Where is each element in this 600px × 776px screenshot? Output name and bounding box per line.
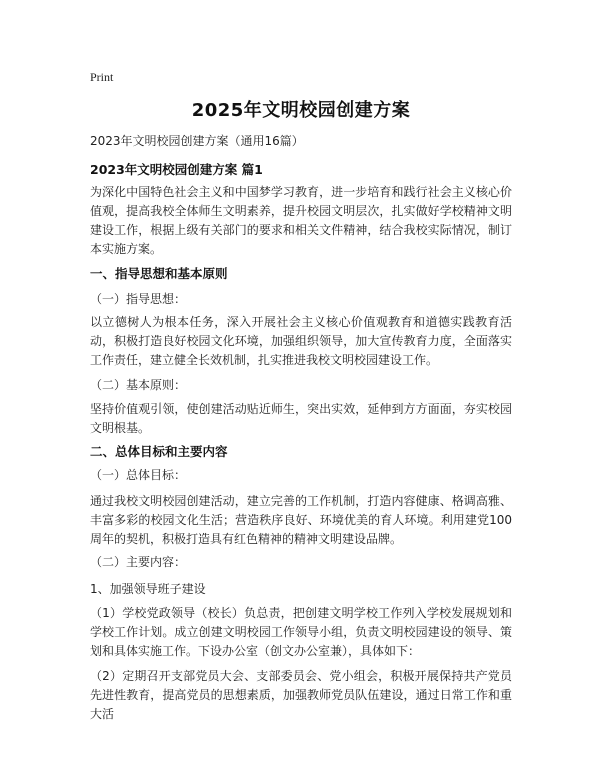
print-label[interactable]: Print — [90, 70, 114, 84]
intro-paragraph: 为深化中国特色社会主义和中国梦学习教育，进一步培育和践行社会主义核心价值观，提高我校全体师生文明素养，提升校园文明层次，扎实做好学校精神文明建设工作，根据上级有关部门的要求和相关文件精神，结合我校实际情况，制订本实施方案。 — [90, 185, 512, 256]
subheading-overall-goal: （一）总体目标： — [90, 468, 187, 482]
document-subtitle: 2023年文明校园创建方案（通用16篇） — [90, 134, 304, 148]
paragraph-basic-principles: 坚持价值观引领，使创建活动贴近师生，突出实效，延伸到方方面面，夯实校园文明根基。 — [90, 402, 512, 435]
list-item-leadership: 1、加强领导班子建设 — [90, 582, 206, 596]
page-title: 2025年文明校园创建方案 — [191, 100, 411, 121]
paragraph-guiding-thought: 以立德树人为根本任务，深入开展社会主义核心价值观教育和道德实践教育活动，积极打造良好校园文化环境，加强组织领导，加大宣传教育力度，全面落实工作责任，建立健全长效机制，扎实推进我校文明校园建设工作。 — [90, 315, 512, 367]
subheading-main-content: （二）主要内容： — [90, 555, 187, 569]
heading-guiding-principles: 一、指导思想和基本原则 — [90, 266, 228, 281]
paragraph-overall-goal: 通过我校文明校园创建活动，建立完善的工作机制，打造内容健康、格调高雅、丰富多彩的校园文化生活；营造秩序良好、环境优美的育人环境。利用建党100周年的契机，积极打造具有红色精神的精神文明建设品牌。 — [90, 494, 512, 546]
paragraph-leadership-1: （1）学校党政领导（校长）负总责，把创建文明学校工作列入学校发展规划和学校工作计划。成立创建文明校园工作领导小组，负责文明校园建设的领导、策划和具体实施工作。下设办公室（创文办公室兼），具体如下： — [90, 606, 512, 658]
subheading-guiding-thought: （一）指导思想： — [90, 292, 187, 306]
heading-overall-goals: 二、总体目标和主要内容 — [90, 444, 228, 459]
subheading-basic-principles: （二）基本原则： — [90, 378, 187, 392]
paragraph-leadership-2: （2）定期召开支部党员大会、支部委员会、党小组会，积极开展保持共产党员先进性教育，提高党员的思想素质，加强教师党员队伍建设，通过日常工作和重大活 — [90, 669, 512, 721]
section-heading: 2023年文明校园创建方案 篇1 — [90, 162, 263, 177]
